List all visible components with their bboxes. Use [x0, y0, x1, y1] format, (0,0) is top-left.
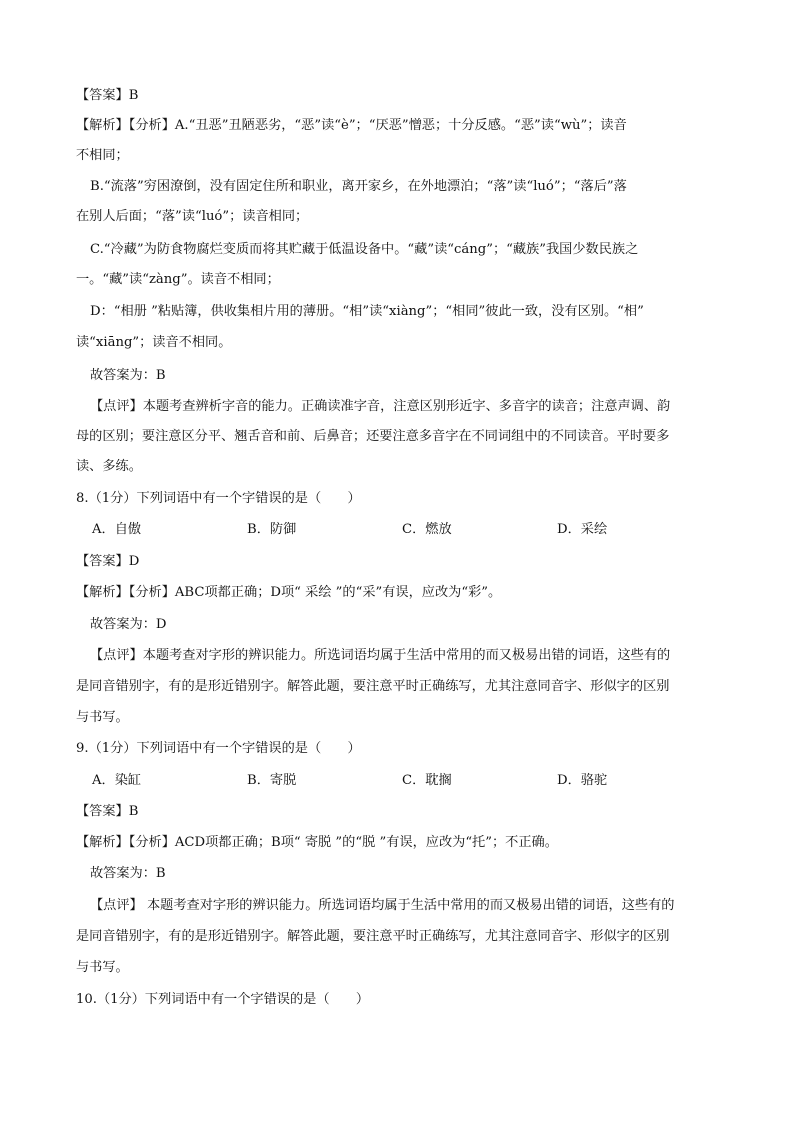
comment-text: 母的区别；要注意区分平、翘舌音和前、后鼻音；还要注意多音字在不同词组中的不同读音。平时要多 [76, 429, 670, 444]
question-10: 10.（1分）下列词语中有一个字错误的是（ ） [76, 992, 370, 1007]
comment-text: 【点评】本题考查对字形的辨识能力。所选词语均属于生活中常用的而又极易出错的词语，这些有的 [90, 648, 671, 663]
comment-text: 与书写。 [76, 710, 129, 725]
answer-label: 【答案】B [76, 804, 139, 819]
analysis-text: C.“冷藏”为防食物腐烂变质而将其贮藏于低温设备中。“藏”读“cáng”；“藏族”我国少数民族之 [90, 242, 639, 257]
comment-text: 【点评】本题考查辨析字音的能力。正确读准字音，注意区别形近字、多音字的读音；注意声调、韵 [90, 399, 671, 414]
question-9: 9.（1分）下列词语中有一个字错误的是（ ） [76, 741, 361, 756]
q9-option-b: B．寄脱 [247, 773, 297, 788]
q8-option-a: A．自傲 [92, 522, 142, 537]
comment-text: 【点评】 本题考查对字形的辨识能力。所选词语均属于生活中常用的而又极易出错的词语，这些有的 [90, 898, 675, 913]
conclusion-text: 故答案为：B [90, 866, 166, 881]
analysis-text: 【解析】【分析】ABC项都正确；D项“ 采绘 ”的“采”有误，应改为“彩”。 [76, 585, 502, 600]
analysis-text: 【解析】【分析】ACD项都正确；B项“ 寄脱 ”的“脱 ”有误，应改为“托”；不正确。 [76, 835, 558, 850]
q9-option-d: D．骆驼 [557, 773, 608, 788]
conclusion-text: 故答案为：D [90, 617, 167, 632]
analysis-text: 在别人后面；“落”读“luó”；读音相同； [76, 209, 309, 224]
analysis-text: B.“流落”穷困潦倒，没有固定住所和职业，离开家乡，在外地漂泊；“落”读“luó”；“落后”落 [90, 179, 627, 194]
comment-text: 与书写。 [76, 960, 129, 975]
analysis-text: 读“xiāng”；读音不相同。 [76, 335, 232, 350]
q8-option-b: B．防御 [247, 522, 297, 537]
comment-text: 读、多练。 [76, 459, 142, 474]
q8-option-d: D．采绘 [557, 522, 608, 537]
analysis-text: 一。“藏”读“zàng”。读音不相同； [76, 272, 280, 287]
analysis-text: D：“相册 ”粘贴簿，供收集相片用的薄册。“相”读“xiàng”；“相同”彼此一致，没有区别。“相” [90, 304, 644, 319]
q9-option-a: A．染缸 [92, 773, 142, 788]
comment-text: 是同音错别字，有的是形近错别字。解答此题，要注意平时正确练写，尤其注意同音字、形似字的区别 [76, 679, 670, 694]
comment-text: 是同音错别字，有的是形近错别字。解答此题，要注意平时正确练写，尤其注意同音字、形似字的区别 [76, 929, 670, 944]
analysis-text: 【解析】【分析】A.“丑恶”丑陋恶劣，“恶”读“è”；“厌恶”憎恶；十分反感。“恶”读“wù”；读音 [76, 118, 627, 133]
question-8: 8.（1分）下列词语中有一个字错误的是（ ） [76, 491, 361, 506]
answer-label: 【答案】B [76, 88, 139, 103]
answer-label: 【答案】D [76, 554, 140, 569]
q8-option-c: C．燃放 [402, 522, 452, 537]
conclusion-text: 故答案为：B [90, 368, 166, 383]
analysis-text: 不相同； [76, 148, 129, 163]
q9-option-c: C．耽搁 [402, 773, 452, 788]
